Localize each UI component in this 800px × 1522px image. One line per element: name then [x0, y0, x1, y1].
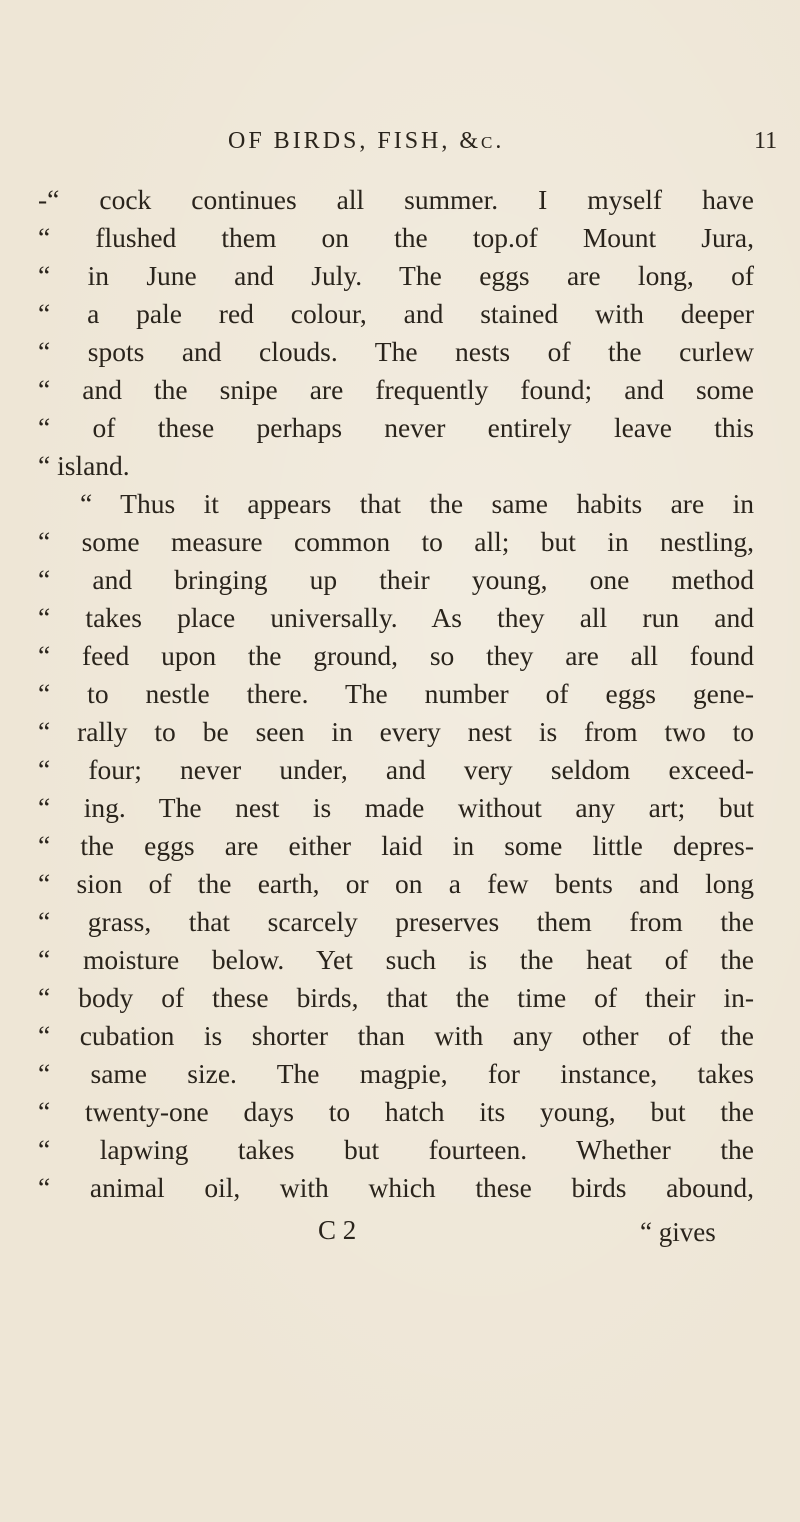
text-line: “ takes place universally. As they all run and	[38, 602, 754, 633]
catchword: “ gives	[640, 1217, 716, 1247]
text-line: “ cubation is shorter than with any other of the	[38, 1020, 754, 1051]
text-line: “ same size. The magpie, for instance, takes	[38, 1058, 754, 1089]
text-line: “ lapwing takes but fourteen. Whether the	[38, 1134, 754, 1165]
text-line: “ four; never under, and very seldom exceed-	[38, 754, 754, 785]
text-line: “ to nestle there. The number of eggs gene-	[38, 678, 754, 709]
text-line: -“ cock continues all summer. I myself have	[38, 184, 754, 215]
running-head	[0, 128, 800, 168]
text-line: “ feed upon the ground, so they are all found	[38, 640, 754, 671]
text-line: “ twenty-one days to hatch its young, but the	[38, 1096, 754, 1127]
running-title: OF BIRDS, FISH, &c.	[228, 128, 505, 154]
text-line: “ flushed them on the top.of Mount Jura,	[38, 222, 754, 253]
text-line: “ body of these birds, that the time of their in-	[38, 982, 754, 1013]
text-line: “ sion of the earth, or on a few bents and long	[38, 868, 754, 899]
text-line: “ rally to be seen in every nest is from two to	[38, 716, 754, 747]
text-line: “ a pale red colour, and stained with deeper	[38, 298, 754, 329]
text-line: “ in June and July. The eggs are long, of	[38, 260, 754, 291]
text-line: “ grass, that scarcely preserves them from the	[38, 906, 754, 937]
text-line: “ some measure common to all; but in nestling,	[38, 526, 754, 557]
text-line-paragraph-start: “ Thus it appears that the same habits are in	[80, 488, 754, 519]
text-line: “ and bringing up their young, one method	[38, 564, 754, 595]
text-line: “ and the snipe are frequently found; and some	[38, 374, 754, 405]
text-line: “ of these perhaps never entirely leave this	[38, 412, 754, 443]
signature-mark: C 2	[318, 1215, 357, 1245]
text-line: “ spots and clouds. The nests of the curlew	[38, 336, 754, 367]
text-line: “ the eggs are either laid in some little depres-	[38, 830, 754, 861]
text-line: “ island.	[38, 450, 130, 481]
text-line: “ moisture below. Yet such is the heat of the	[38, 944, 754, 975]
text-line: “ ing. The nest is made without any art; but	[38, 792, 754, 823]
text-line: “ animal oil, with which these birds abound,	[38, 1172, 754, 1203]
page-number: 11	[754, 128, 778, 154]
